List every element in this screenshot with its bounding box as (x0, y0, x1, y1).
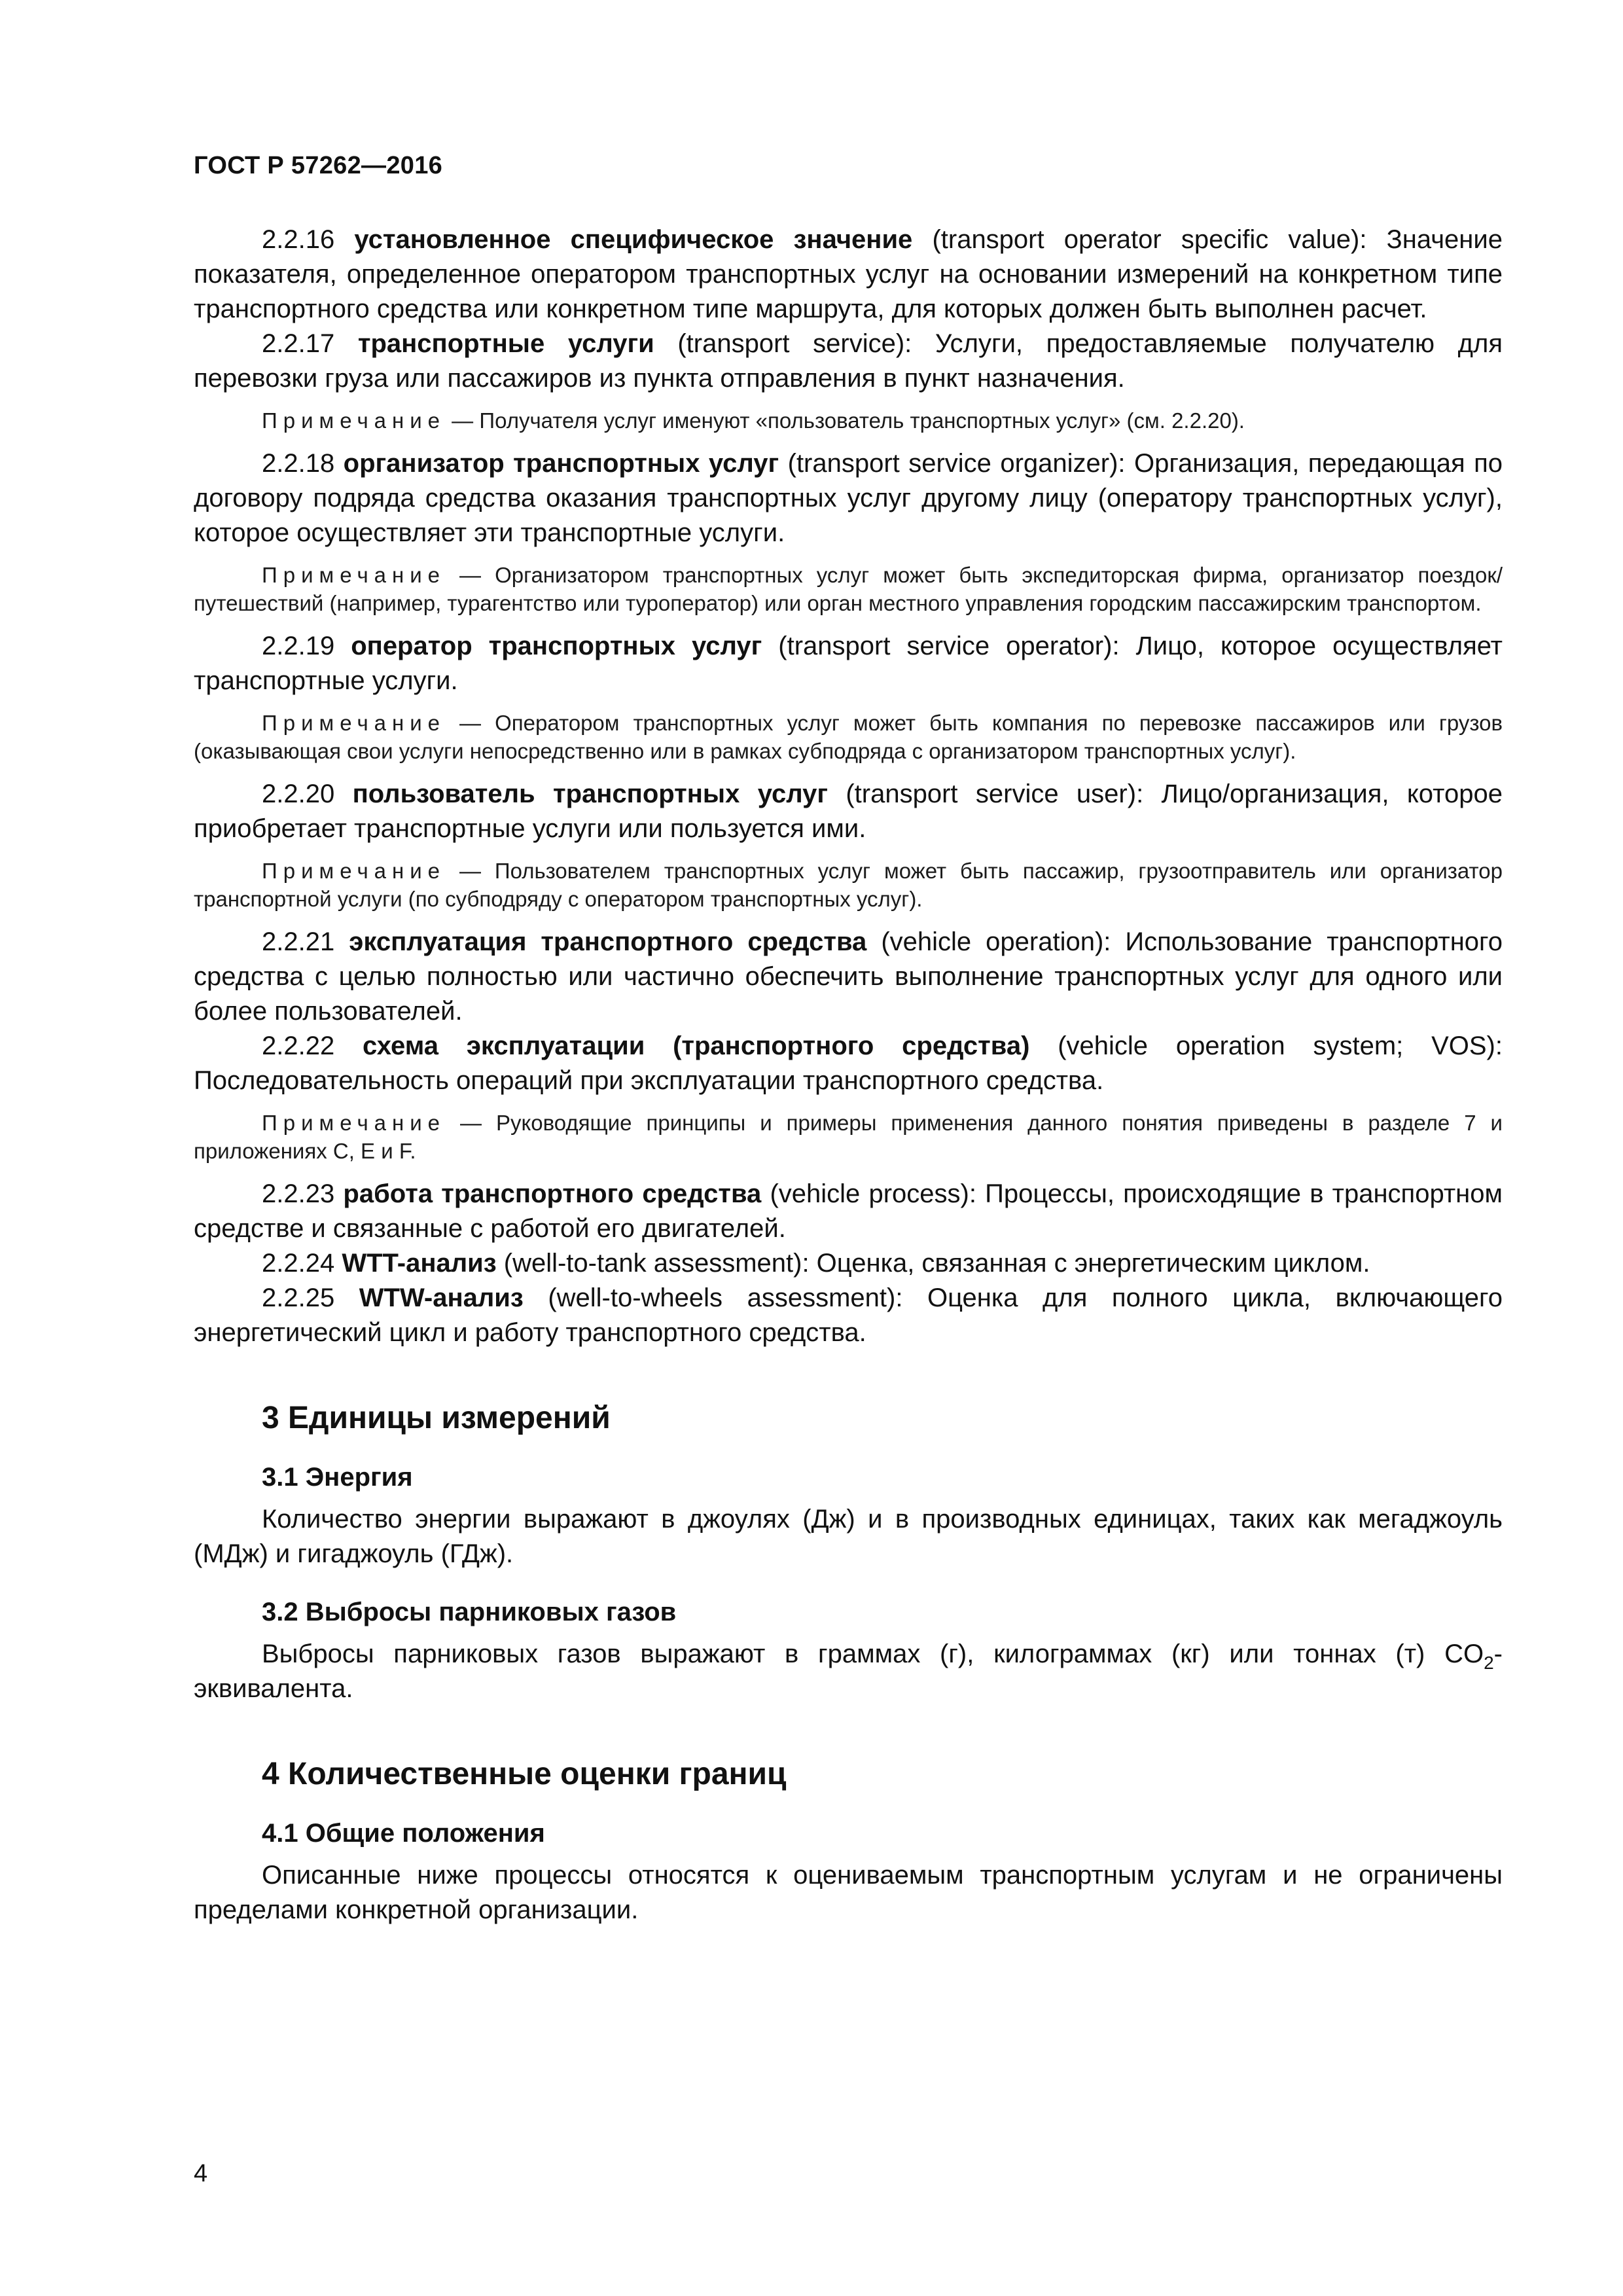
note-2-2-18: Примечание — Организатором транспортных услуг может быть экспедиторская фирма, организатор поездок/путешествий (например, турагентство или туроператор) или орган местного управления городским пассажирским транспортом. (194, 563, 1503, 615)
term: эксплуатация транспортного средства (349, 927, 867, 956)
term: транспортные услуги (357, 329, 654, 358)
note-label: Примечание (262, 563, 446, 587)
definition-2-2-24: 2.2.24 WTT-анализ (well-to-tank assessment): Оценка, связанная с энергетическим циклом. (262, 1249, 1370, 1278)
note-label: Примечание (262, 711, 446, 735)
section-3-1-heading: 3.1 Энергия (262, 1463, 413, 1492)
definition-2-2-18: 2.2.18 организатор транспортных услуг (transport service organizer): Организация, передающая по договору подряда средства оказания транспортных услуг другому лицу (оператору транспортных услуг), которое осуществляет эти транспортные услуги. (194, 449, 1503, 547)
document-header: ГОСТ Р 57262—2016 (194, 152, 443, 179)
term: WTT-анализ (342, 1249, 497, 1278)
definition-2-2-23: 2.2.23 работа транспортного средства (vehicle process): Процессы, происходящие в транспортном средстве и связанные с работой его двигателей. (194, 1179, 1503, 1243)
definition-2-2-25: 2.2.25 WTW-анализ (well-to-wheels assessment): Оценка для полного цикла, включающего энергетический цикл и работу транспортного средства. (194, 1283, 1503, 1347)
note-2-2-17: Примечание — Получателя услуг именуют «пользователь транспортных услуг» (см. 2.2.20). (262, 408, 1245, 433)
definition-2-2-17: 2.2.17 транспортные услуги (transport service): Услуги, предоставляемые получателю для перевозки груза или пассажиров из пункта отправления в пункт назначения. (194, 329, 1503, 393)
term: WTW-анализ (359, 1283, 524, 1312)
note-label: Примечание (262, 859, 446, 883)
note-2-2-19: Примечание — Оператором транспортных услуг может быть компания по перевозке пассажиров или грузов (оказывающая свои услуги непосредственно или в рамках субподряда с организатором транспортных услуг). (194, 711, 1503, 763)
section-4-1-heading: 4.1 Общие положения (262, 1819, 545, 1848)
page-number: 4 (194, 2160, 208, 2187)
note-label: Примечание (262, 1111, 446, 1135)
definition-2-2-21: 2.2.21 эксплуатация транспортного средства (vehicle operation): Использование транспортного средства с целью полностью или частично обеспечить выполнение транспортных услуг для одного или более пользователей. (194, 927, 1503, 1026)
term: установленное специфическое значение (354, 225, 913, 254)
page-content (194, 223, 1503, 1928)
term: пользователь транспортных услуг (352, 780, 828, 808)
section-4-heading: 4 Количественные оценки границ (262, 1757, 787, 1791)
note-2-2-22: Примечание — Руководящие принципы и примеры применения данного понятия приведены в разделе 7 и приложениях C, E и F. (194, 1111, 1503, 1163)
term: схема эксплуатации (транспортного средства) (363, 1031, 1030, 1060)
section-3-1-text: Количество энергии выражают в джоулях (Дж) и в производных единицах, таких как мегаджоуль (МДж) и гигаджоуль (ГДж). (194, 1505, 1503, 1568)
term: оператор транспортных услуг (351, 632, 762, 660)
definition-2-2-22: 2.2.22 схема эксплуатации (транспортного средства) (vehicle operation system; VOS): Последовательность операций при эксплуатации транспортного средства. (194, 1031, 1503, 1095)
definition-2-2-19: 2.2.19 оператор транспортных услуг (transport service operator): Лицо, которое осуществляет транспортные услуги. (194, 632, 1503, 695)
term: организатор транспортных услуг (343, 449, 779, 478)
term: работа транспортного средства (343, 1179, 762, 1208)
definition-2-2-20: 2.2.20 пользователь транспортных услуг (transport service user): Лицо/организация, которое приобретает транспортные услуги или пользуется ими. (194, 780, 1503, 843)
subscript: 2 (1484, 1653, 1494, 1673)
section-3-2-text: Выбросы парниковых газов выражают в граммах (г), килограммах (кг) или тоннах (т) $CO_2$-эквивалента. (194, 1640, 1503, 1703)
definition-2-2-16: 2.2.16 установленное специфическое значение (transport operator specific value): Значение показателя, определенное оператором транспортных услуг на основании измерений на конкретном типе транспортного средства или конкретном типе маршрута, для которых должен быть выполнен расчет. (194, 225, 1503, 323)
section-4-1-text: Описанные ниже процессы относятся к оцениваемым транспортным услугам и не ограничены пределами конкретной организации. (194, 1861, 1503, 1924)
note-label: Примечание (262, 408, 446, 433)
note-2-2-20: Примечание — Пользователем транспортных услуг может быть пассажир, грузоотправитель или организатор транспортной услуги (по субподряду с оператором транспортных услуг). (194, 859, 1503, 911)
section-3-2-heading: 3.2 Выбросы парниковых газов (262, 1598, 677, 1626)
section-3-heading: 3 Единицы измерений (262, 1401, 611, 1435)
